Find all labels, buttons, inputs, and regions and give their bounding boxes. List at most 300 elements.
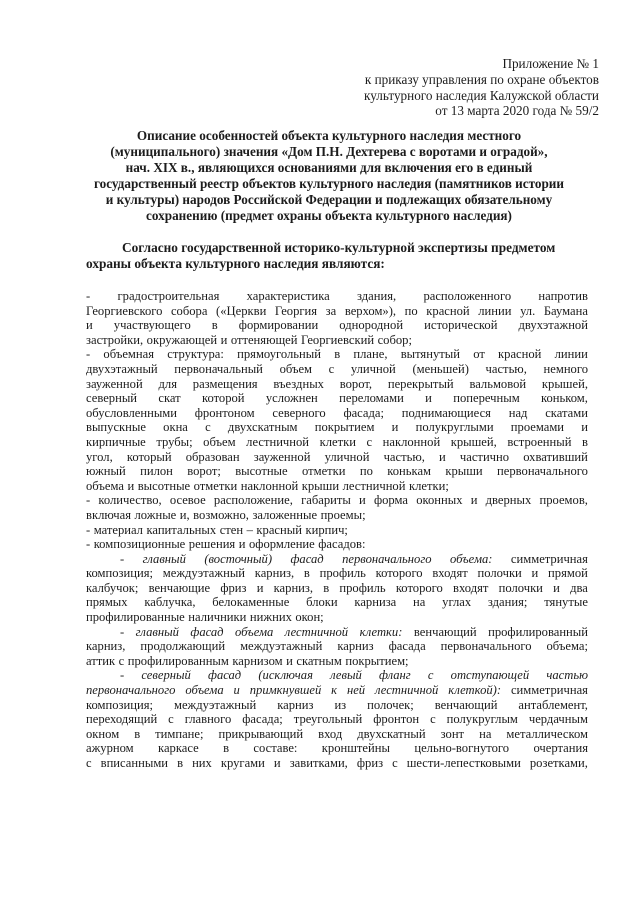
appendix-line: от 13 марта 2020 года № 59/2	[435, 103, 599, 119]
word: оформление	[248, 537, 315, 552]
word: главный	[142, 551, 186, 566]
word: антаблемент,	[518, 697, 588, 712]
intro-line: Согласно государственной историко-культурной экспертизы предметом	[122, 240, 556, 255]
word: объем	[203, 434, 236, 449]
word: плане,	[353, 347, 388, 362]
word: переходящий	[86, 712, 158, 727]
word: тимпане;	[155, 726, 204, 741]
word: габариты	[301, 493, 351, 508]
word: структура:	[167, 347, 224, 362]
word: линии	[478, 303, 512, 318]
word: блоки	[306, 595, 338, 610]
word: прикрывающий	[218, 726, 304, 741]
word: частично	[459, 449, 510, 464]
word: фланг	[378, 668, 411, 683]
word: от	[473, 347, 485, 362]
body-line	[86, 683, 588, 698]
word: чердачным	[528, 712, 588, 727]
intro-line: охраны объекта культурного наследия являются:	[86, 256, 385, 271]
word: и	[220, 332, 228, 347]
word: размещения	[192, 376, 258, 391]
word: частью,	[383, 449, 425, 464]
word: металлическом	[506, 726, 588, 741]
word: напротив	[538, 289, 588, 303]
word: композиционные	[93, 537, 186, 552]
word: («Церкви	[216, 303, 267, 318]
word: и	[238, 537, 246, 552]
word: розетками,	[529, 756, 588, 770]
word: объема	[86, 478, 124, 493]
word: скат	[158, 391, 181, 406]
word: два	[570, 580, 588, 595]
word: поднимающиеся	[401, 405, 491, 420]
word: образован	[185, 449, 240, 464]
word: Георгиевского	[86, 303, 163, 318]
word: высотные	[137, 478, 191, 493]
word: собора	[170, 303, 208, 318]
word: -	[86, 522, 91, 537]
appendix-line: Приложение № 1	[502, 56, 599, 71]
word: в	[177, 756, 184, 770]
title-line: нач. XIX в., являющихся основаниями для включения его в единый	[125, 159, 533, 175]
word: по	[404, 303, 418, 318]
word: с	[86, 756, 92, 770]
word: междуэтажный	[162, 566, 246, 581]
word: к	[331, 683, 338, 698]
word: крышей,	[541, 376, 588, 391]
document-title	[84, 128, 574, 223]
word: с	[366, 434, 373, 449]
word: коньком,	[541, 391, 588, 406]
word: охвативший	[523, 449, 588, 464]
word: клетки	[319, 434, 356, 449]
word: первоначального	[440, 639, 532, 654]
word: и	[273, 756, 281, 770]
word: в	[582, 434, 588, 449]
body-line	[86, 552, 588, 567]
word: въездных	[273, 376, 324, 391]
word: объема:	[449, 551, 493, 566]
word: с	[328, 361, 335, 376]
word: главного	[184, 712, 232, 727]
body-line	[86, 537, 588, 552]
word: цельно-вогнутого	[414, 741, 510, 756]
word: двухэтажной	[518, 318, 588, 333]
word: перекрытый	[387, 376, 454, 391]
word: –	[246, 522, 253, 537]
word: двухскатным	[227, 420, 298, 435]
word: фасада	[388, 639, 426, 654]
title-line: и культуры) народов Российской Федерации и подлежащих обязательному	[105, 191, 553, 207]
appendix-line: культурного наследия Калужской области	[364, 87, 599, 103]
word: междуэтажный	[240, 639, 323, 654]
word: и	[531, 566, 539, 581]
word: профилированный	[488, 624, 588, 639]
word: ворот,	[339, 376, 373, 391]
word: скатами	[545, 405, 588, 420]
word: красной	[426, 303, 470, 318]
word: частью	[546, 668, 588, 683]
word: с	[118, 653, 125, 668]
word: ул.	[520, 303, 536, 318]
word: здания,	[357, 289, 397, 303]
word: главный	[135, 624, 179, 639]
intro-paragraph	[86, 240, 586, 272]
word: левый	[330, 668, 362, 683]
word: (меньшей)	[412, 361, 469, 376]
word: углах	[442, 595, 472, 610]
word: окружающей	[146, 332, 218, 347]
word: северного	[272, 405, 326, 420]
word: и	[470, 493, 478, 508]
word: отметки	[193, 478, 238, 493]
word: тянутые	[544, 595, 588, 610]
body-line	[86, 479, 588, 494]
word: двухэтажный	[86, 361, 158, 376]
word: композиция;	[86, 566, 154, 581]
body-line	[86, 362, 588, 377]
word: входят	[453, 580, 489, 595]
body-line	[86, 435, 588, 450]
word: нижних	[249, 610, 292, 625]
word: лестничной	[284, 624, 349, 639]
word: -	[120, 624, 125, 639]
body-line	[86, 391, 588, 406]
body-line	[86, 756, 588, 771]
word: Георгиевский	[301, 332, 375, 347]
word: с	[430, 712, 436, 727]
word: крыши	[301, 478, 340, 493]
title-line: государственный реестр объектов культурного наследия (памятников истории	[93, 175, 564, 191]
word: белокаменные	[212, 595, 290, 610]
word: в	[334, 347, 341, 362]
word: поперечным	[453, 391, 520, 406]
word: -	[86, 537, 91, 552]
word: усложнен	[265, 391, 318, 406]
word: и	[359, 493, 366, 508]
word: немного	[543, 361, 588, 376]
word: каблучка,	[144, 595, 196, 610]
word: кругами	[220, 756, 265, 770]
body-line	[86, 566, 588, 581]
word: профилированные	[86, 610, 185, 625]
word: отступающей	[450, 668, 530, 683]
word: здания;	[487, 595, 528, 610]
word: на	[413, 595, 426, 610]
word: дверных	[485, 493, 532, 508]
word: профиль	[339, 580, 386, 595]
word: калбучок;	[86, 580, 139, 595]
word: верхом»),	[344, 303, 397, 318]
word: и,	[179, 507, 190, 522]
word: и	[127, 478, 135, 493]
word: проемы;	[320, 507, 366, 522]
body-line	[86, 420, 588, 435]
word: входят	[432, 566, 468, 581]
word: решения	[188, 537, 236, 552]
word: Георгия	[274, 303, 318, 318]
word: с	[392, 756, 398, 770]
word: застройки,	[86, 332, 144, 347]
word: лестничной	[342, 478, 406, 493]
word: полукруглым	[446, 712, 518, 727]
word: фриз	[356, 756, 384, 770]
word: карниз,	[254, 566, 295, 581]
word: полочки	[498, 580, 543, 595]
word: карнизом	[232, 653, 283, 668]
word: с	[168, 712, 174, 727]
word: однородной	[339, 318, 404, 333]
word: междуэтажный	[173, 697, 257, 712]
word: профилированным	[127, 653, 229, 668]
word: угол,	[86, 449, 113, 464]
word: который	[126, 449, 172, 464]
word: конькам	[387, 464, 432, 479]
word: линии	[554, 347, 588, 362]
body-line	[86, 595, 588, 610]
appendix-header	[364, 56, 599, 119]
word: за	[325, 303, 337, 318]
word: в	[323, 580, 330, 595]
body-line	[86, 741, 588, 756]
word: собор;	[377, 332, 412, 347]
body-line	[86, 450, 588, 465]
word: в	[303, 566, 310, 581]
word: (восточный)	[204, 551, 273, 566]
word: стен	[219, 522, 244, 537]
word: кирпич;	[305, 522, 348, 537]
word: треугольный	[293, 712, 363, 727]
word: зауженной	[253, 449, 311, 464]
word: фасада;	[343, 405, 385, 420]
word: карниза	[354, 595, 397, 610]
word: встроенный	[507, 434, 572, 449]
word: завитками,	[289, 756, 348, 770]
word: прямоугольный	[237, 347, 321, 362]
word: прямой	[548, 566, 588, 581]
word: симметричная	[510, 551, 588, 566]
word: северный	[86, 391, 138, 406]
word: композиция;	[86, 697, 154, 712]
word: полочки	[477, 566, 522, 581]
word: наклонной	[382, 434, 441, 449]
word: Баумана	[543, 303, 588, 318]
word: включая	[86, 507, 131, 522]
word: которой	[201, 391, 245, 406]
word: фасада;	[242, 712, 283, 727]
word: фронтон	[373, 712, 420, 727]
word: (исключая	[258, 668, 313, 683]
word: карниз	[337, 639, 374, 654]
word: примкнувшей	[249, 683, 322, 698]
body-line	[86, 377, 588, 392]
word: по	[359, 464, 373, 479]
word: и	[286, 653, 293, 668]
word: венчающие	[148, 580, 211, 595]
word: венчающий	[434, 697, 498, 712]
word: ложные	[134, 507, 177, 522]
word: первоначального	[342, 551, 432, 566]
word: осевое	[169, 493, 206, 508]
word: двухскатный	[357, 726, 426, 741]
word: аттик	[86, 653, 116, 668]
body-line	[86, 610, 588, 625]
word: первоначального	[86, 683, 176, 698]
word: составе:	[253, 741, 298, 756]
word: объема	[235, 624, 274, 639]
word: пилон	[140, 464, 173, 479]
word: продолжающий	[140, 639, 226, 654]
word: вальмовой	[469, 376, 527, 391]
word: оконных	[416, 493, 463, 508]
word: первоначальный	[174, 361, 263, 376]
word: -	[120, 551, 125, 566]
word: проемов,	[539, 493, 588, 508]
word: заложенные	[252, 507, 318, 522]
word: первоначального	[497, 464, 588, 479]
word: уличной	[350, 361, 396, 376]
word: и	[391, 420, 399, 435]
word: в	[211, 318, 218, 333]
word: окном	[86, 726, 120, 741]
word: лестничной	[246, 434, 310, 449]
word: которого	[395, 580, 443, 595]
word: -	[86, 289, 91, 303]
word: ажурном	[86, 741, 134, 756]
title-line: Описание особенностей объекта культурного наследия местного	[136, 128, 522, 143]
word: красный	[256, 522, 302, 537]
word: и	[233, 683, 240, 698]
word: уличной	[324, 449, 370, 464]
word: зонт	[440, 726, 465, 741]
body-line	[86, 318, 588, 333]
body-line	[86, 406, 588, 421]
word: кронштейны	[321, 741, 390, 756]
word: с	[427, 668, 434, 683]
word: обусловленными	[86, 405, 177, 420]
word: карниз,	[273, 580, 314, 595]
word: лестничной	[374, 683, 439, 698]
word: расположенного	[423, 289, 512, 303]
word: клеткой):	[448, 683, 502, 698]
body-line	[86, 639, 588, 654]
word: очертания	[533, 741, 588, 756]
word: над	[508, 405, 528, 420]
word: исторической	[424, 318, 498, 333]
word: южный	[86, 464, 126, 479]
word: симметричная	[510, 683, 588, 698]
body-line	[86, 625, 588, 640]
word: полочек;	[367, 697, 414, 712]
word: материал	[93, 522, 143, 537]
word: участвующего	[113, 318, 191, 333]
word: форма	[373, 493, 408, 508]
word: карниз,	[86, 639, 126, 654]
word: отметки	[301, 464, 346, 479]
word: и	[256, 580, 264, 595]
word: формировании	[238, 318, 319, 333]
word: из	[334, 697, 347, 712]
body-line	[86, 712, 588, 727]
word: которого	[375, 566, 423, 581]
word: наличники	[188, 610, 247, 625]
word: кирпичные	[86, 434, 146, 449]
word: высотные	[235, 464, 288, 479]
body-line	[86, 654, 588, 669]
word: градостроительная	[117, 289, 220, 303]
word: окон;	[295, 610, 324, 625]
word: частью,	[485, 361, 527, 376]
word: и	[439, 449, 446, 464]
word: северный	[141, 668, 191, 683]
word: вписанными	[100, 756, 169, 770]
word: оттеняющей	[230, 332, 298, 347]
document-body	[86, 289, 588, 771]
word: в	[134, 726, 141, 741]
word: фасад	[190, 624, 224, 639]
word: расположение,	[213, 493, 293, 508]
body-line	[86, 727, 588, 742]
body-line	[86, 493, 588, 508]
word: покрытием;	[345, 653, 409, 668]
word: выпускные	[86, 420, 146, 435]
word: наклонной	[240, 478, 299, 493]
word: переломами	[339, 391, 404, 406]
word: объема;	[546, 639, 588, 654]
body-line	[86, 289, 588, 304]
word: трубы;	[156, 434, 193, 449]
word: покрытием	[314, 420, 375, 435]
body-line	[86, 304, 588, 319]
word: вытянутый	[400, 347, 460, 362]
word: окна	[163, 420, 188, 435]
word: них	[192, 756, 212, 770]
word: карниз	[277, 697, 314, 712]
body-line	[86, 347, 588, 362]
word: характеристика	[246, 289, 330, 303]
word: и	[86, 318, 93, 333]
word: фриз	[220, 580, 247, 595]
word: фронтоном	[194, 405, 255, 420]
word: -	[86, 347, 91, 362]
title-line: сохранению (предмет охраны объекта культурного наследия)	[146, 207, 512, 223]
word: объема	[185, 683, 224, 698]
word: с	[205, 420, 211, 435]
word: крышей,	[450, 434, 497, 449]
word: клетки;	[408, 478, 449, 493]
word: проемами	[510, 420, 565, 435]
word: ворот;	[187, 464, 221, 479]
word: объемная	[103, 347, 155, 362]
word: для	[158, 376, 177, 391]
word: каркасе	[158, 741, 199, 756]
word: красной	[498, 347, 542, 362]
body-line	[86, 523, 588, 538]
word: фасадов:	[318, 537, 366, 552]
word: шести-лепестковыми	[406, 756, 521, 770]
word: в	[223, 741, 230, 756]
body-line	[86, 581, 588, 596]
word: -	[86, 493, 91, 508]
word: скатным	[296, 653, 342, 668]
body-line	[86, 333, 588, 348]
word: и	[425, 391, 432, 406]
word: полукруглыми	[415, 420, 494, 435]
word: на	[479, 726, 492, 741]
word: -	[120, 668, 125, 683]
word: количество,	[98, 493, 162, 508]
word: крыши	[445, 464, 483, 479]
